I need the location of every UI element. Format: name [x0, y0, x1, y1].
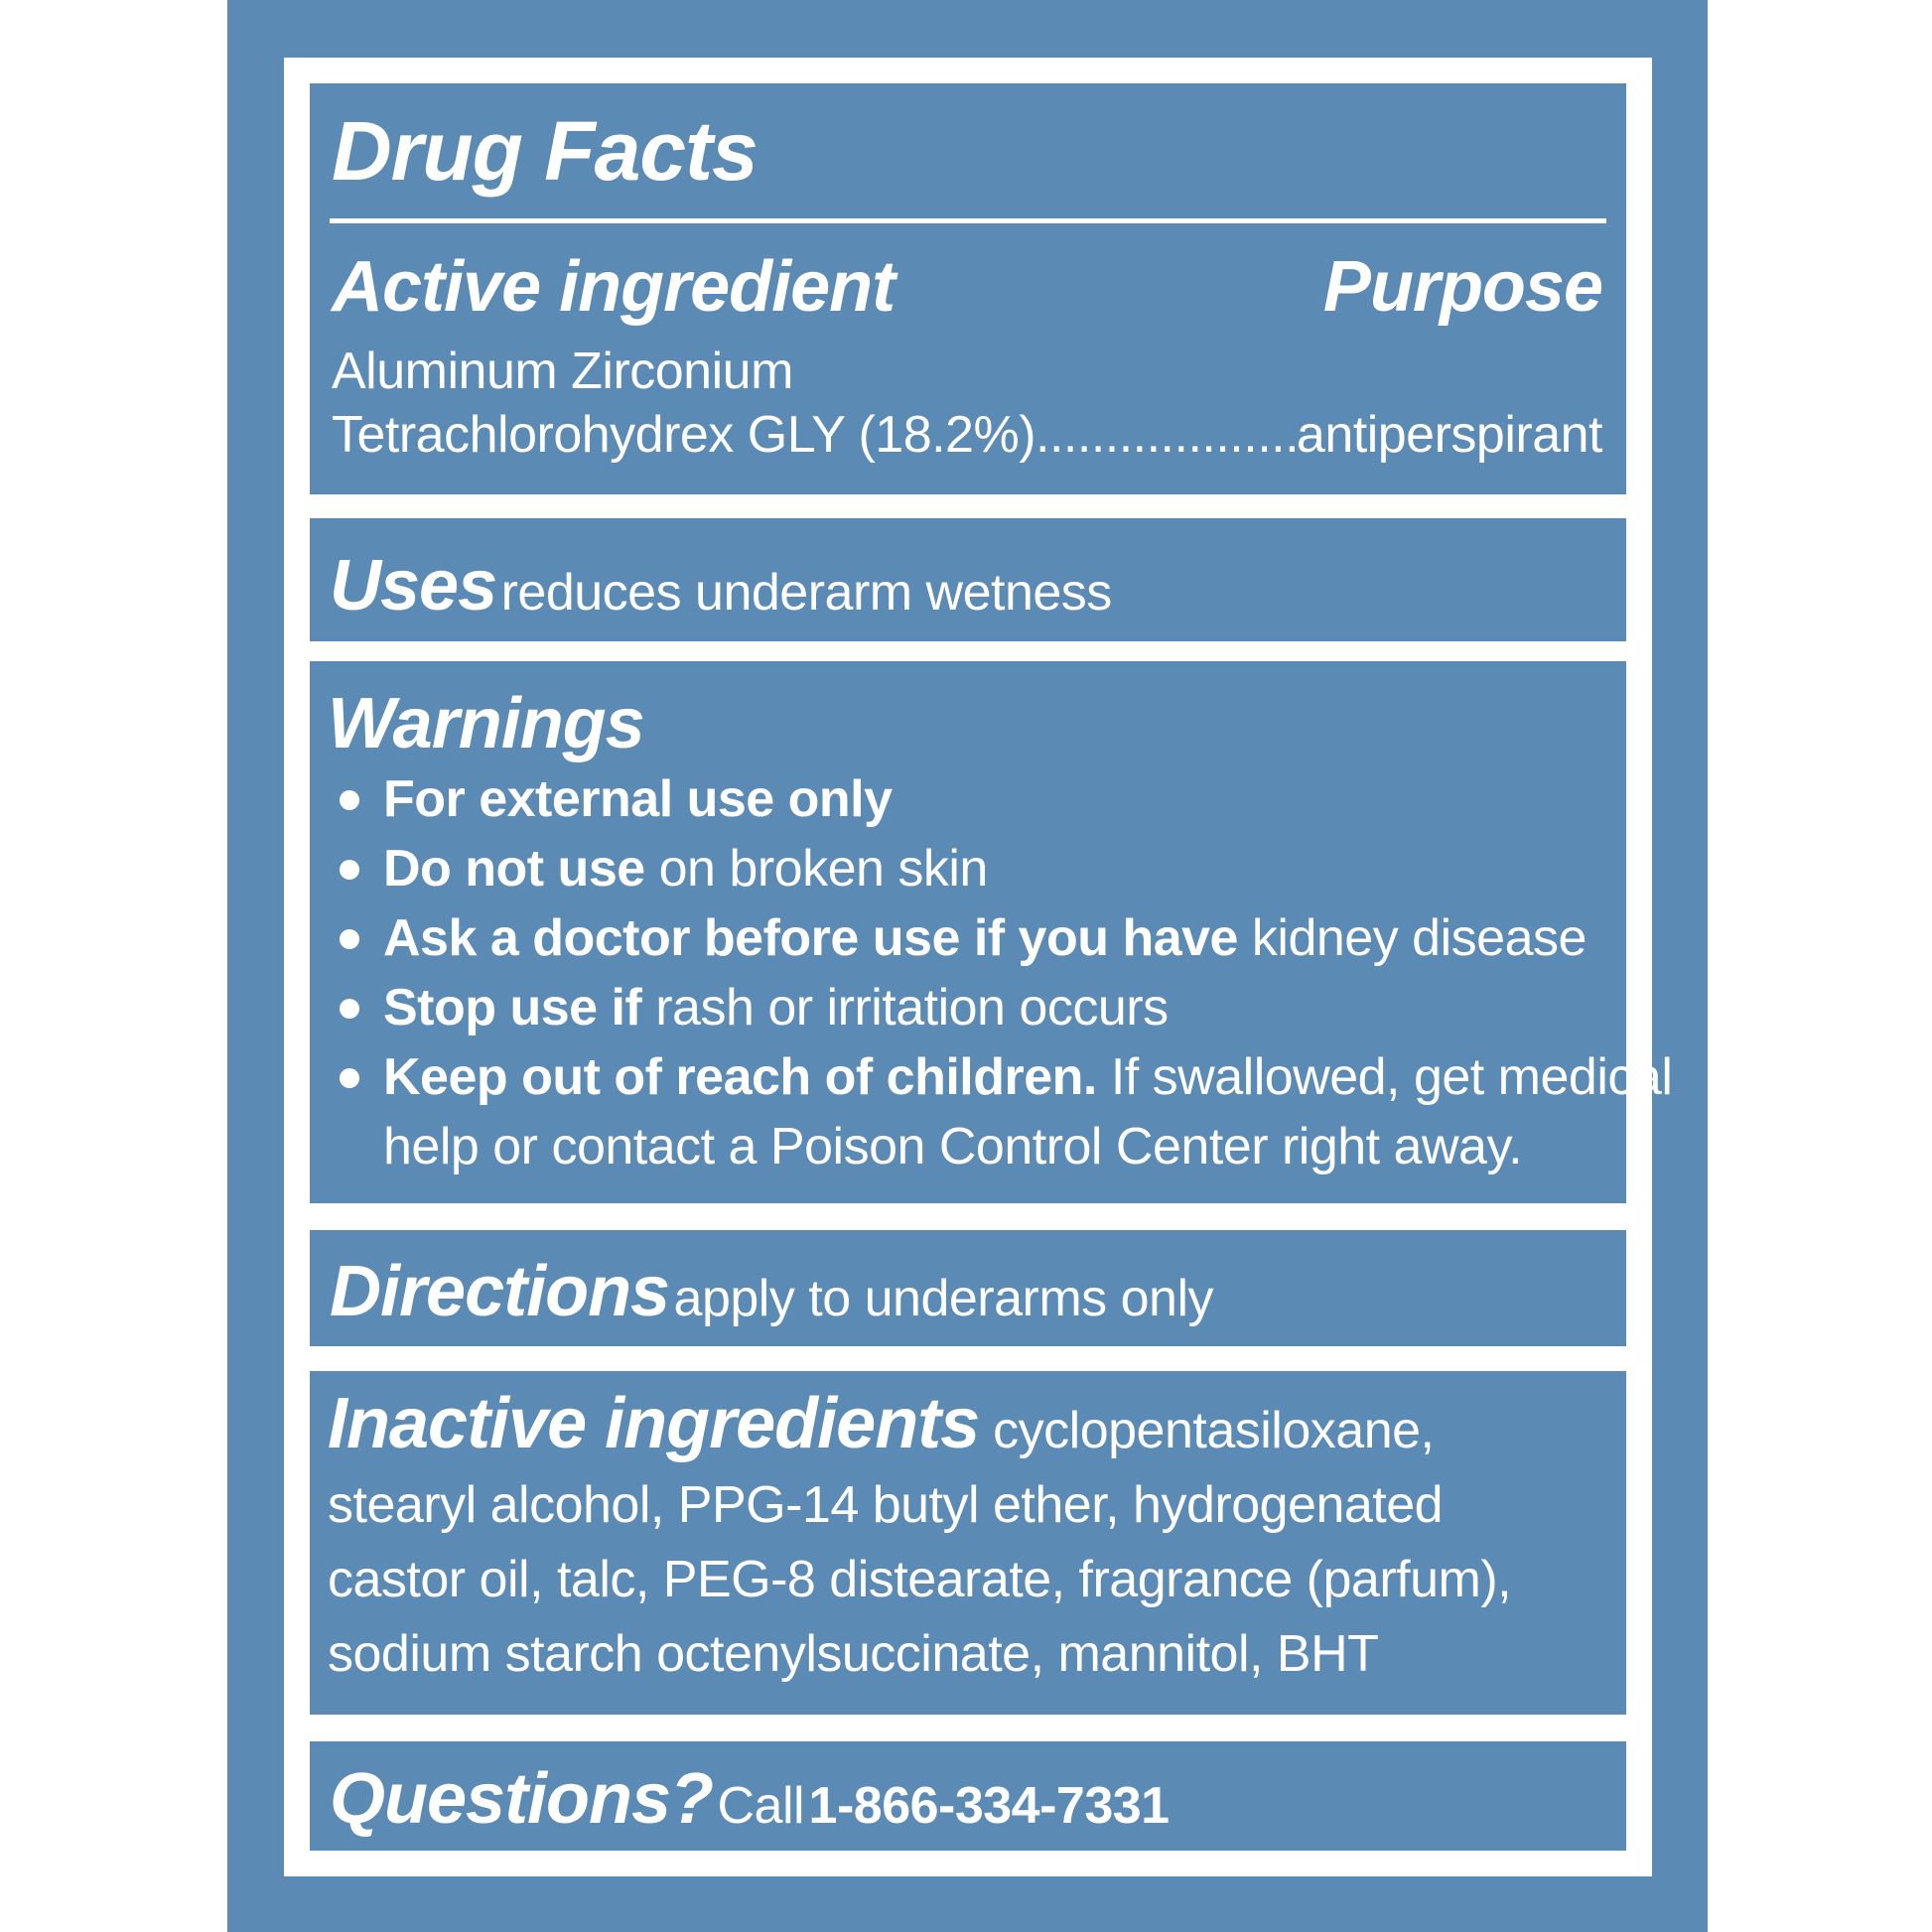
uses-row — [330, 546, 1112, 645]
bullet-icon — [340, 860, 359, 880]
warning-text: If swallowed, get medical — [1096, 1048, 1673, 1106]
directions-heading: Directions — [330, 1252, 670, 1331]
active-ingredient-panel — [310, 83, 1626, 494]
active-ingredient-heading: Active ingredient — [332, 247, 896, 327]
uses-panel — [310, 518, 1626, 641]
warning-text: kidney disease — [1237, 909, 1587, 967]
warnings-heading: Warnings — [328, 684, 644, 763]
uses-text: reduces underarm wetness — [500, 564, 1112, 621]
directions-panel — [310, 1230, 1626, 1346]
warning-item — [324, 764, 1672, 834]
inactive-ingredients-block — [328, 1384, 1587, 1692]
directions-text: apply to underarms only — [673, 1270, 1214, 1327]
warning-item — [324, 834, 1672, 903]
warning-text-continued: help or contact a Poison Control Center right away. — [383, 1118, 1523, 1175]
warning-item — [324, 973, 1672, 1042]
inactive-ingredients-heading: Inactive ingredients — [328, 1384, 980, 1463]
inactive-ingredients-panel — [310, 1371, 1626, 1715]
active-ingredient-name-line1: Aluminum Zirconium — [332, 343, 793, 400]
title-divider — [330, 218, 1606, 223]
bullet-icon — [340, 929, 359, 949]
directions-row — [330, 1252, 1213, 1351]
uses-heading: Uses — [330, 546, 497, 625]
bullet-icon — [340, 1068, 359, 1088]
warning-bold-text: For external use only — [383, 770, 893, 828]
warning-item — [324, 903, 1672, 973]
active-ingredient-purpose: antiperspirant — [1296, 406, 1602, 464]
bullet-icon — [340, 999, 359, 1019]
warnings-list — [324, 764, 1672, 1181]
bullet-icon — [340, 790, 359, 810]
warning-text: rash or irritation occurs — [641, 979, 1169, 1036]
active-ingredient-name-line2: Tetrachlorohydrex GLY (18.2%) — [332, 406, 1036, 464]
inactive-ingredients-text: cyclopentasiloxane, stearyl alcohol, PPG-14 butyl ether, hydrogenated castor oil, talc, PEG-8 distearate, fragrance (parfum), sodium starch octenylsuccinate, mannitol, BHT — [328, 1402, 1512, 1683]
drug-facts-title: Drug Facts — [332, 104, 758, 198]
warning-bold-text: Ask a doctor before use if you have — [383, 909, 1238, 967]
purpose-heading: Purpose — [1322, 247, 1602, 327]
questions-row — [330, 1757, 1170, 1861]
warning-bold-text: Keep out of reach of children. — [383, 1048, 1097, 1106]
active-ingredient-row — [332, 403, 1602, 467]
dot-leader — [1035, 403, 1297, 467]
warning-text: on broken skin — [644, 840, 988, 897]
questions-panel — [310, 1741, 1626, 1851]
warning-bold-text: Do not use — [383, 840, 645, 897]
call-label: Call — [717, 1777, 805, 1835]
questions-heading: Questions? — [330, 1759, 714, 1839]
warning-item — [324, 1042, 1672, 1181]
phone-number[interactable]: 1-866-334-7331 — [808, 1777, 1170, 1835]
warning-bold-text: Stop use if — [383, 979, 642, 1036]
warnings-panel — [310, 661, 1673, 1203]
